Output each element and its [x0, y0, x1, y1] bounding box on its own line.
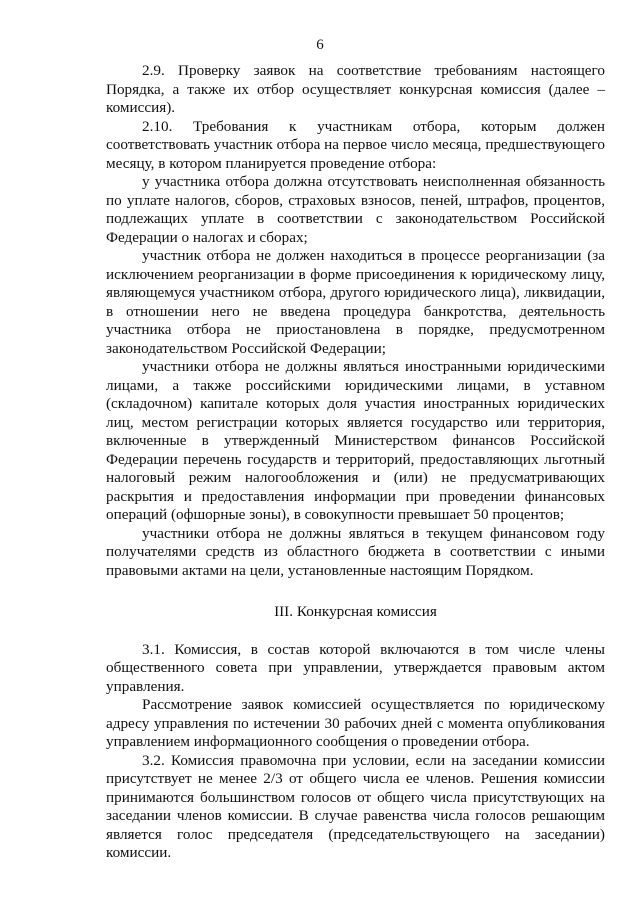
page-number: 6	[316, 37, 324, 53]
paragraph-no-other-budget-funds: участники отбора не должны являться в текущем финансовом году получателями средств из областного бюджета в соответствии с иными правовыми актами на цели, установленные настоящим Порядком.	[106, 524, 605, 579]
paragraph-no-reorganization: участник отбора не должен находиться в процессе реорганизации (за исключением реорганизации в форме присоединения к юридическому лицу, являющемуся участником отбора, другого юридического лица), ликвидации, в отношении него не введена процедура банкротства, деятельность участника отбора не приостановлена в порядке, предусмотренном законодательством Российской Федерации;	[106, 247, 605, 357]
document-body	[106, 62, 605, 863]
paragraph-2-9: 2.9. Проверку заявок на соответствие требованиям настоящего Порядка, а также их отбор осуществляет конкурсная комиссия (далее – комиссия).	[106, 62, 605, 116]
paragraph-no-foreign-entity: участники отбора не должны являться иностранными юридическими лицами, а также российскими юридическими лицами, в уставном (складочном) капитале которых доля участия иностранных юридических лиц, местом регистрации которых является государство или территория, включенные в утвержденный Министерством финансов Российской Федерации перечень государств и территорий, предоставляющих льготный налоговый режим налогообложения и (или) не предусматривающих раскрытия и предоставления информации при проведении финансовых операций (офшорные зоны), в совокупности превышает 50 процентов;	[106, 358, 605, 523]
paragraph-no-tax-debt: у участника отбора должна отсутствовать неисполненная обязанность по уплате налогов, сборов, страховых взносов, пеней, штрафов, процентов, подлежащих уплате в соответствии с законодательством Российской Федерации о налогах и сборах;	[106, 173, 605, 246]
section-heading: III. Конкурсная комиссия	[274, 603, 437, 620]
paragraph-2-10: 2.10. Требования к участникам отбора, которым должен соответствовать участник отбора на первое число месяца, предшествующего месяцу, в котором планируется проведение отбора:	[106, 117, 605, 172]
paragraph-3-2: 3.2. Комиссия правомочна при условии, если на заседании комиссии присутствует не менее 2/3 от общего числа ее членов. Решения комиссии принимаются большинством голосов от общего числа присутствующих на заседании членов комиссии. В случае равенства числа голосов решающим является голос председателя (председательствующего на заседании) комиссии.	[106, 751, 605, 861]
paragraph-review-applications: Рассмотрение заявок комиссией осуществляется по юридическому адресу управления по истечении 30 рабочих дней с момента опубликования управлением информационного сообщения о проведении отбора.	[106, 696, 605, 750]
paragraph-3-1: 3.1. Комиссия, в состав которой включаются в том числе члены общественного совета при управлении, утверждается правовым актом управления.	[106, 640, 605, 695]
